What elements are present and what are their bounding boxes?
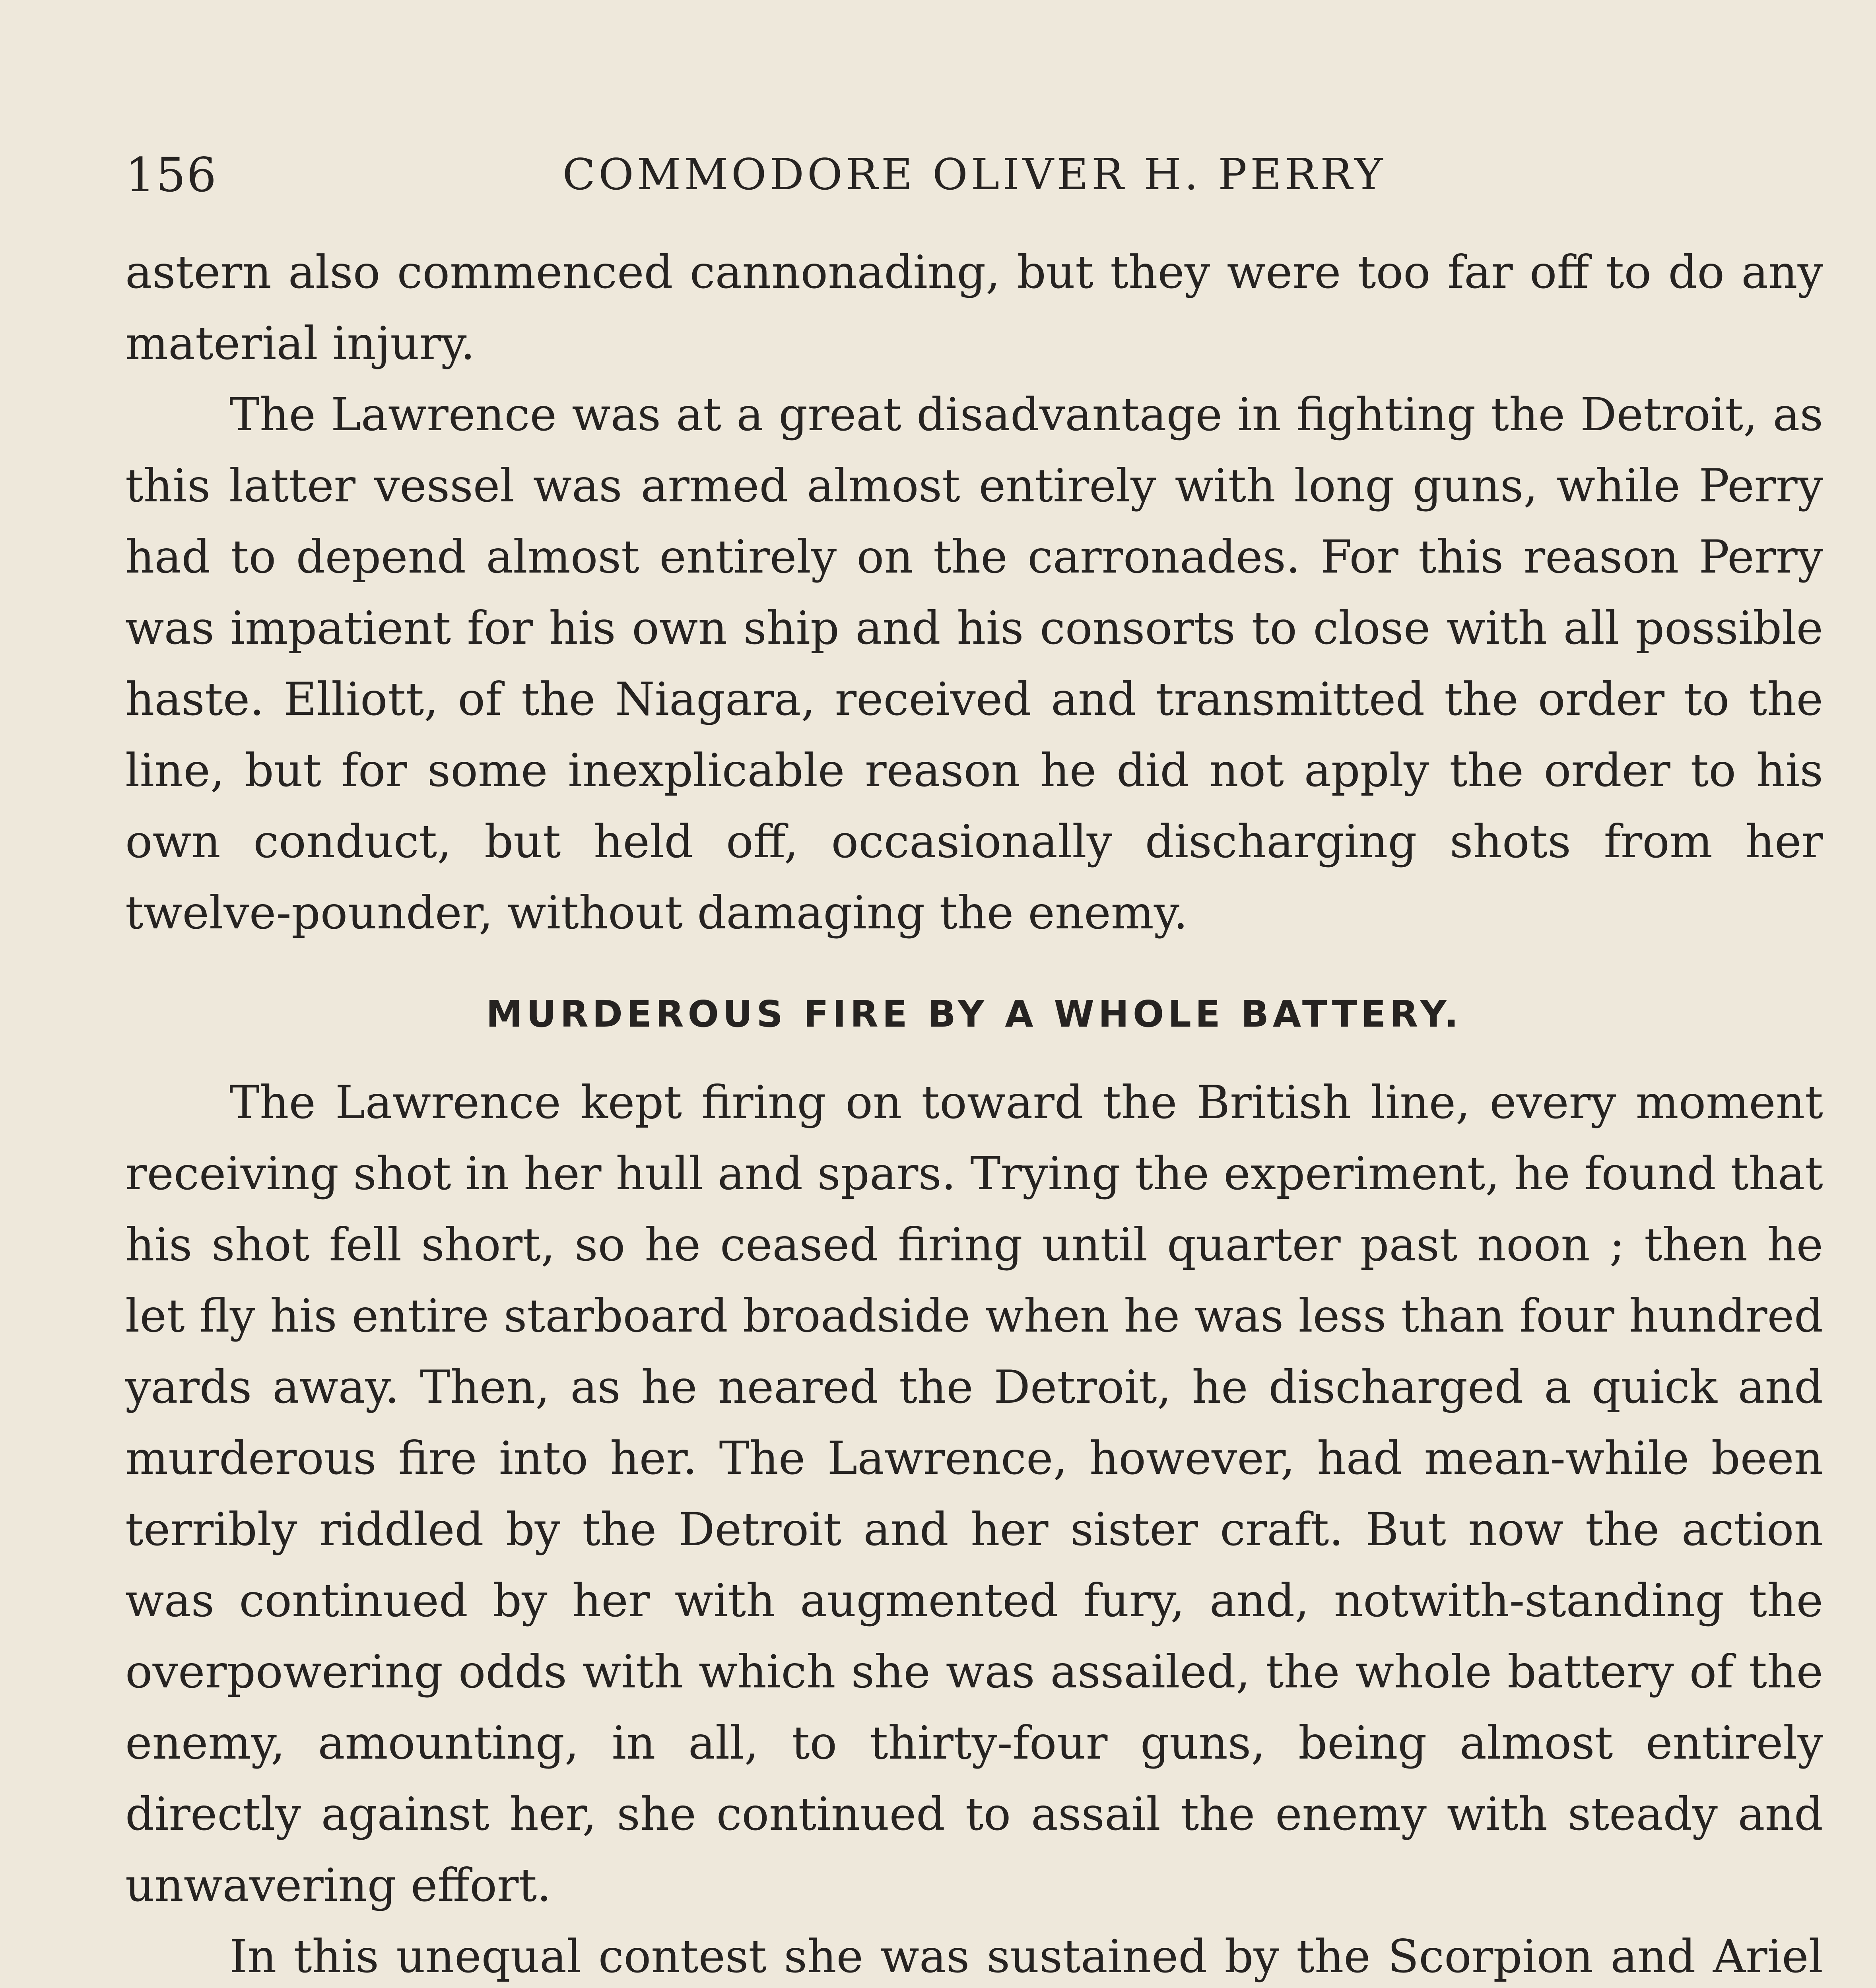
paragraph-unequal-contest: In this unequal contest she was sustained by the Scorpion and Ariel [229, 1930, 1823, 1983]
paragraph-lawrence-firing: The Lawrence kept firing on toward the British line, every moment receiving shot in her hull and spars. Trying the experiment, he found that his shot fell short, so he ceased firing until quarter past noon ; then he let fly his entire starboard broadside when he was less than four hundred yards away. Then, as he neared the Detroit, he discharged a quick and murderous fire into her. The Lawrence, however, had mean-while been terribly riddled by the Detroit and her sister craft. But now the action was continued by her with augmented fury, and, notwith-standing the overpowering odds with which she was assailed, the whole battery of the enemy, amounting, in all, to thirty-four guns, being almost entirely directly against her, she continued to assail the enemy with steady and unwavering effort. [125, 1076, 1823, 1912]
page-number: 156 [125, 148, 218, 202]
running-title: COMMODORE OLIVER H. PERRY [562, 150, 1386, 200]
section-heading: MURDEROUS FIRE BY A WHOLE BATTERY. [486, 993, 1462, 1035]
paragraph-lawrence-disadvantage: The Lawrence was at a great disadvantage in fighting the Detroit, as this latter vessel was armed almost entirely with long guns, while Perry had to depend almost entirely on the carronades. For this reason Perry was impatient for his own ship and his consorts to close with all possible haste. Elliott, of the Niagara, received and transmitted the order to the line, but for some inexplicable reason he did not apply the order to his own conduct, but held off, occasionally discharging shots from her twelve-pounder, without damaging the enemy. [125, 388, 1823, 939]
paragraph-continued: astern also commenced cannonading, but they were too far off to do any material injury. [125, 246, 1823, 370]
running-head [125, 145, 1823, 205]
body-text [125, 237, 1823, 1988]
